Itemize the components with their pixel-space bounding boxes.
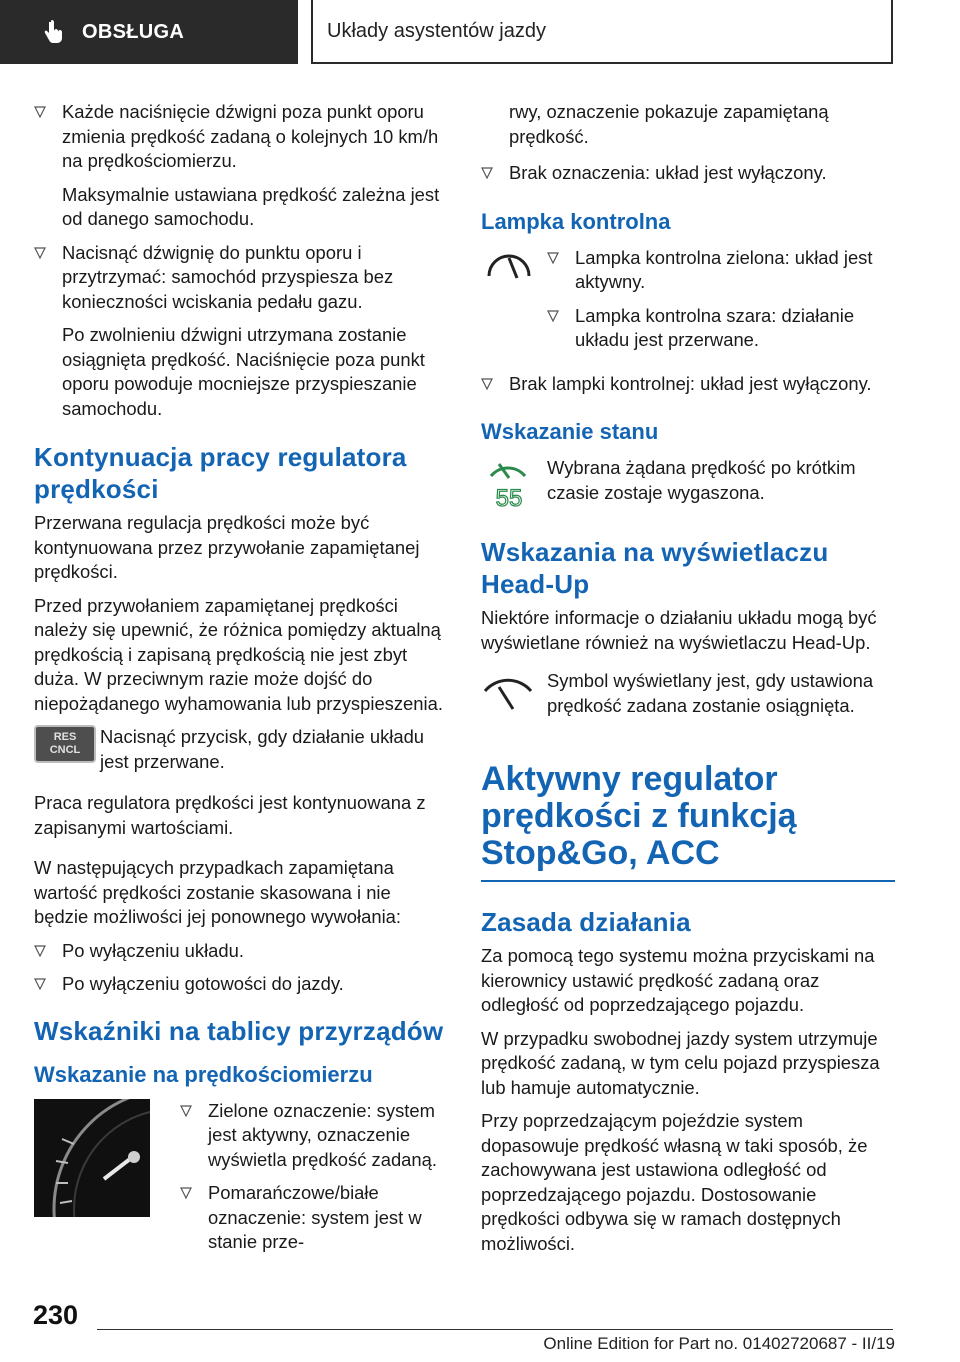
list-item: Nacisnąć dźwignię do punktu oporu i przytrzymać: samochód przyspiesza bez konieczności wciskania pedału gazu. [34,241,450,315]
list-item: Lampka kontrolna zielona: układ jest aktywny. [547,246,895,295]
list-item: Pomarańczowe/białe oznaczenie: system jest w stanie prze- [180,1181,450,1255]
paragraph: Przy poprzedzającym pojeździe system dopasowuje prędkość własną w taki sposób, że zachowywana jest ustawiona odległość od poprzedzającego pojazdu. Dostosowanie prędkości odbywa się w ramach dostępnych możliwości. [481,1110,868,1254]
res-text: Nacisnąć przycisk, gdy działanie układu jest przerwane. [100,726,425,772]
paragraph: Niektóre informacje o działaniu układu mogą być wyświetlane również na wyświetlaczu Head-Up. [481,607,877,653]
set-speed-value: 55 [495,485,523,512]
triangle-bullet-icon [34,945,46,957]
list-item: Brak oznaczenia: układ jest wyłączony. [481,161,895,186]
list-item: Brak lampki kontrolnej: układ jest wyłączony. [481,372,895,397]
list-item: Każde naciśnięcie dźwigni poza punkt oporu zmienia prędkość zadaną o kolejnych 10 km/h na prędkościomierzu. [34,100,450,174]
section-tab[interactable] [0,0,298,64]
speedometer-dial-icon [34,1099,150,1217]
speedometer-block [34,1099,450,1264]
paragraph: Za pomocą tego systemu można przyciskami na kierownicy ustawić prędkość zadaną oraz odległość od poprzedzającego pojazdu. [481,945,875,1015]
heading-speedometer: Wskazanie na prędkościomierzu [34,1061,373,1087]
heading-hud: Wskazania na wyświetlaczu Head-Up [481,537,829,599]
note-text: Maksymalnie ustawiana prędkość zależna jest od danego samochodu. [62,183,440,229]
triangle-bullet-icon [180,1187,192,1199]
left-column [34,100,450,1264]
heading-continue: Kontynuacja pracy regulatora prędkości [34,442,407,504]
list-item: Lampka kontrolna szara: działanie układu jest przerwane. [547,304,895,353]
set-speed-status-icon [481,456,537,512]
section-label: OBSŁUGA [82,20,185,43]
hud-row [481,669,895,725]
triangle-bullet-icon [481,167,493,179]
triangle-bullet-icon [34,978,46,990]
hand-pointer-icon [42,20,64,44]
heading-status: Wskazanie stanu [481,419,659,444]
paragraph: Praca regulatora prędkości jest kontynuowana z zapisanymi wartościami. [34,792,426,838]
res-button-row [34,725,450,781]
res-cncl-button[interactable]: RES CNCL [34,725,96,763]
right-column [481,100,895,1265]
heading-acc: Aktywny regulator prędkości z funkcją Stop&Go, ACC [481,761,895,882]
paragraph: Przerwana regulacja prędkości może być kontynuowana przez przywołanie zapamiętanej prędkości. [34,512,420,582]
paragraph: W następujących przypadkach zapamiętana wartość prędkości zostanie skasowana i nie będzie możliwości jej ponownego wywołania: [34,857,401,927]
status-text: Wybrana żądana prędkość po krótkim czasie zostaje wygaszona. [547,457,856,503]
paragraph: W przypadku swobodnej jazdy system utrzymuje prędkość zadaną, w tym celu pojazd przyspiesza lub hamuje automatycznie. [481,1027,880,1098]
status-row [481,456,895,512]
cruise-control-lamp-icon [481,246,537,302]
speedometer-image [34,1099,150,1217]
note-text: Po zwolnieniu dźwigni utrzymana zostanie osiągnięta prędkość. Naciśnięcie poza punkt oporu powoduje mocniejsze przyspieszanie samochodu. [62,324,425,419]
hud-speed-reached-icon [481,669,537,725]
heading-indicators: Wskaźniki na tablicy przyrządów [34,1015,444,1046]
heading-lamp: Lampka kontrolna [481,208,671,234]
triangle-bullet-icon [547,252,559,264]
triangle-bullet-icon [34,106,46,118]
list-item: Po wyłączeniu gotowości do jazdy. [34,972,450,997]
heading-principle: Zasada działania [481,907,691,937]
hud-text: Symbol wyświetlany jest, gdy ustawiona prędkość zadana zostanie osiągnięta. [547,670,874,716]
triangle-bullet-icon [180,1105,192,1117]
list-item: Po wyłączeniu układu. [34,939,450,964]
triangle-bullet-icon [547,310,559,322]
chapter-title: Układy asystentów jazdy [311,0,893,64]
paragraph: Przed przywołaniem zapamiętanej prędkości należy się upewnić, że różnica pomiędzy aktualną prędkością i zapisaną prędkością nie jest zbyt duża. W przeciwnym razie może dojść do niepożądanego wyhamowania lub przyspieszenia. [34,594,443,714]
triangle-bullet-icon [481,378,493,390]
list-item: Zielone oznaczenie: system jest aktywny, oznaczenie wyświetla prędkość zadaną. [180,1099,450,1173]
footer-divider [97,1329,893,1330]
edition-text: Online Edition for Part no. 01402720687 - II/19 [543,1334,895,1353]
page-number: 230 [33,1300,79,1330]
continued-text: rwy, oznaczenie pokazuje zapamiętaną prędkość. [509,101,829,147]
triangle-bullet-icon [34,247,46,259]
lamp-row [481,246,895,362]
